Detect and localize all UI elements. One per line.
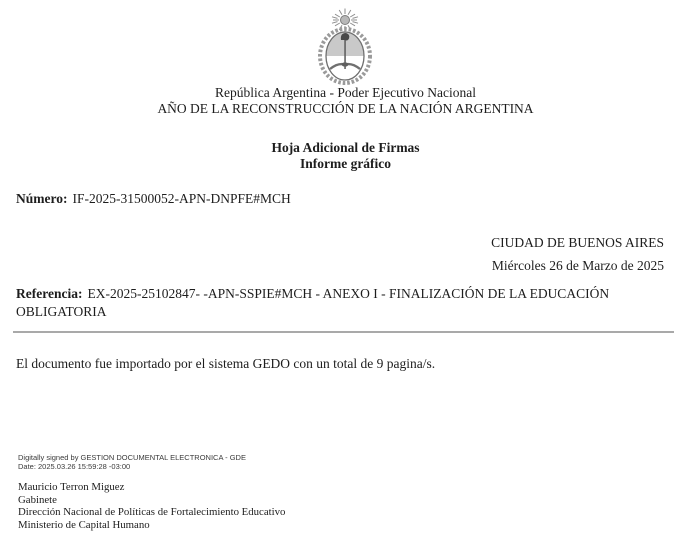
digital-signature-signer-line: Digitally signed by GESTION DOCUMENTAL ELECTRONICA - GDE [18,453,246,462]
horizontal-divider [13,331,674,333]
document-number-line [16,191,291,207]
reference-value: EX-2025-25102847- -APN-SSPIE#MCH - ANEXO I - FINALIZACIÓN DE LA EDUCACIÓN OBLIGATORIA [16,286,610,319]
place-date-block [491,232,664,277]
header-line-republic: República Argentina - Poder Ejecutivo Nacional [214,85,477,100]
argentina-coat-of-arms-icon [306,7,384,85]
number-value: IF-2025-31500052-APN-DNPFE#MCH [72,191,291,206]
header-line-year-motto: AÑO DE LA RECONSTRUCCIÓN DE LA NACIÓN ARGENTINA [157,101,534,116]
signer-name: Mauricio Terron Miguez [18,481,125,493]
date-line: Miércoles 26 de Marzo de 2025 [491,257,664,273]
gedo-import-note: El documento fue importado por el sistema GEDO con un total de 9 pagina/s. [16,356,436,371]
signer-office: Dirección Nacional de Políticas de Fortalecimiento Educativo [18,506,286,519]
title-line-2: Informe gráfico [299,156,392,171]
title-line-1: Hoja Adicional de Firmas [271,140,420,155]
number-label: Número: [16,191,68,206]
digital-signature-date-line: Date: 2025.03.26 15:59:28 -03:00 [18,462,131,472]
signer-position: Gabinete [18,493,57,506]
signer-ministry: Ministerio de Capital Humano [18,519,150,532]
reference-label: Referencia: [16,286,83,301]
signer-info-block [18,481,285,532]
city-line: CIUDAD DE BUENOS AIRES [491,235,664,250]
national-header [0,85,691,117]
reference-block [16,285,674,321]
digital-signature-stamp [18,453,246,472]
document-title [0,140,691,172]
